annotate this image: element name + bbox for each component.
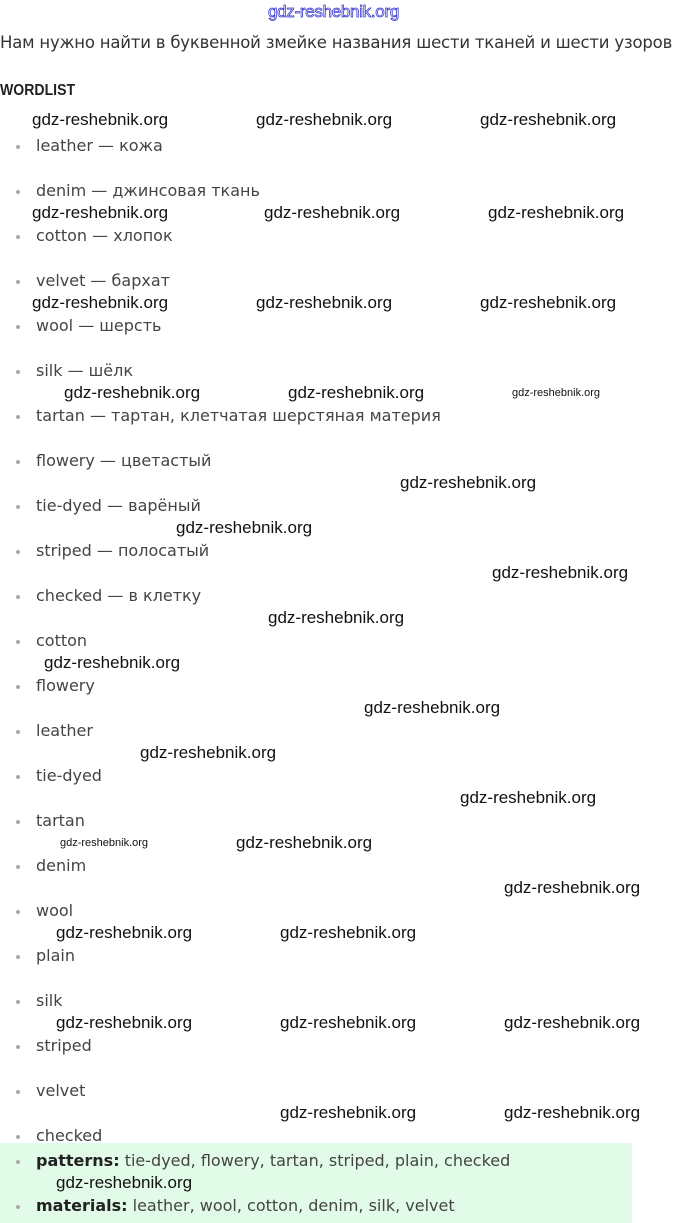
list-item	[16, 721, 93, 741]
item-text: denim	[36, 856, 87, 875]
watermark: gdz-reshebnik.org	[480, 110, 617, 129]
item-text: plain	[36, 946, 75, 965]
watermark: gdz-reshebnik.org	[236, 833, 373, 852]
bullet-icon	[16, 280, 20, 284]
list-item	[16, 631, 87, 651]
bullet-icon	[16, 595, 20, 599]
item-text: striped	[36, 1036, 92, 1055]
item-text: leather — кожа	[36, 136, 163, 155]
list-item	[16, 676, 95, 696]
watermark: gdz-reshebnik.org	[288, 383, 425, 402]
bullet-icon	[16, 325, 20, 329]
watermark: gdz-reshebnik.org	[256, 293, 393, 312]
list-item	[16, 406, 441, 426]
bullet-icon	[16, 145, 20, 149]
answer-value: tie-dyed, flowery, tartan, striped, plain, checked	[119, 1151, 511, 1170]
list-item	[16, 496, 201, 516]
watermark: gdz-reshebnik.org	[56, 923, 193, 942]
item-text: cotton — хлопок	[36, 226, 173, 245]
bullet-icon	[16, 1000, 20, 1004]
watermark: gdz-reshebnik.org	[504, 878, 641, 897]
watermark: gdz-reshebnik.org	[504, 1103, 641, 1122]
bullet-icon	[16, 1135, 20, 1139]
item-text: tie-dyed — варёный	[36, 496, 201, 515]
watermark: gdz-reshebnik.org	[256, 110, 393, 129]
watermark: gdz-reshebnik.org	[32, 203, 169, 222]
item-text: checked — в клетку	[36, 586, 202, 605]
wordlist-heading: WORDLIST	[0, 82, 76, 99]
watermark: gdz-reshebnik.org	[280, 1103, 417, 1122]
item-text: striped — полосатый	[36, 541, 210, 560]
watermark: gdz-reshebnik.org	[492, 563, 629, 582]
watermark: gdz-reshebnik.org	[140, 743, 277, 762]
list-item	[16, 1036, 92, 1056]
item-text: flowery	[36, 676, 95, 695]
list-item	[16, 1126, 102, 1146]
item-text: velvet — бархат	[36, 271, 170, 290]
watermark: gdz-reshebnik.org	[176, 518, 313, 537]
watermark: gdz-reshebnik.org	[60, 837, 149, 849]
top-watermark: gdz-reshebnik.org	[268, 2, 399, 21]
watermark: gdz-reshebnik.org	[400, 473, 537, 492]
bullet-icon	[16, 910, 20, 914]
answer-item	[16, 1151, 510, 1171]
bullet-icon	[16, 685, 20, 689]
watermark: gdz-reshebnik.org	[32, 110, 169, 129]
bullet-icon	[16, 865, 20, 869]
item-text: denim — джинсовая ткань	[36, 181, 260, 200]
bullet-icon	[16, 1160, 20, 1164]
answer-item	[16, 1196, 455, 1216]
list-item	[16, 586, 201, 606]
intro-text: Нам нужно найти в буквенной змейке названия шести тканей и шести узоров	[0, 33, 673, 52]
bullet-icon	[16, 730, 20, 734]
list-item	[16, 946, 75, 966]
watermark: gdz-reshebnik.org	[44, 653, 181, 672]
watermark: gdz-reshebnik.org	[268, 608, 405, 627]
watermark: gdz-reshebnik.org	[280, 923, 417, 942]
list-item	[16, 316, 161, 336]
bullet-icon	[16, 1090, 20, 1094]
list-item	[16, 1081, 85, 1101]
bullet-icon	[16, 505, 20, 509]
list-item	[16, 541, 209, 561]
item-text: tartan — тартан, клетчатая шерстяная материя	[36, 406, 441, 425]
watermark: gdz-reshebnik.org	[460, 788, 597, 807]
item-text: checked	[36, 1126, 103, 1145]
list-item	[16, 271, 170, 291]
bullet-icon	[16, 370, 20, 374]
bullet-icon	[16, 415, 20, 419]
item-text: silk	[36, 991, 63, 1010]
answer-label: materials:	[36, 1196, 128, 1215]
watermark: gdz-reshebnik.org	[512, 387, 601, 399]
list-item	[16, 136, 163, 156]
list-item	[16, 226, 173, 246]
item-text: wool	[36, 901, 74, 920]
list-item	[16, 991, 63, 1011]
answer-label: patterns:	[36, 1151, 120, 1170]
item-text: wool — шерсть	[36, 316, 162, 335]
bullet-icon	[16, 955, 20, 959]
bullet-icon	[16, 1205, 20, 1209]
watermark: gdz-reshebnik.org	[56, 1173, 193, 1192]
watermark: gdz-reshebnik.org	[504, 1013, 641, 1032]
item-text: cotton	[36, 631, 88, 650]
bullet-icon	[16, 1045, 20, 1049]
list-item	[16, 451, 211, 471]
bullet-icon	[16, 640, 20, 644]
bullet-icon	[16, 460, 20, 464]
answer-value: leather, wool, cotton, denim, silk, velvet	[127, 1196, 455, 1215]
watermark: gdz-reshebnik.org	[364, 698, 501, 717]
item-text: silk — шёлк	[36, 361, 134, 380]
item-text: leather	[36, 721, 93, 740]
item-text: flowery — цветастый	[36, 451, 212, 470]
bullet-icon	[16, 235, 20, 239]
bullet-icon	[16, 190, 20, 194]
watermark: gdz-reshebnik.org	[64, 383, 201, 402]
list-item	[16, 181, 260, 201]
list-item	[16, 361, 133, 381]
bullet-icon	[16, 775, 20, 779]
watermark: gdz-reshebnik.org	[488, 203, 625, 222]
watermark: gdz-reshebnik.org	[480, 293, 617, 312]
list-item	[16, 856, 86, 876]
watermark: gdz-reshebnik.org	[32, 293, 169, 312]
list-item	[16, 811, 85, 831]
item-text: tie-dyed	[36, 766, 102, 785]
watermark: gdz-reshebnik.org	[56, 1013, 193, 1032]
bullet-icon	[16, 820, 20, 824]
bullet-icon	[16, 550, 20, 554]
list-item	[16, 766, 102, 786]
item-text: tartan	[36, 811, 85, 830]
watermark: gdz-reshebnik.org	[264, 203, 401, 222]
item-text: velvet	[36, 1081, 86, 1100]
watermark: gdz-reshebnik.org	[280, 1013, 417, 1032]
list-item	[16, 901, 73, 921]
